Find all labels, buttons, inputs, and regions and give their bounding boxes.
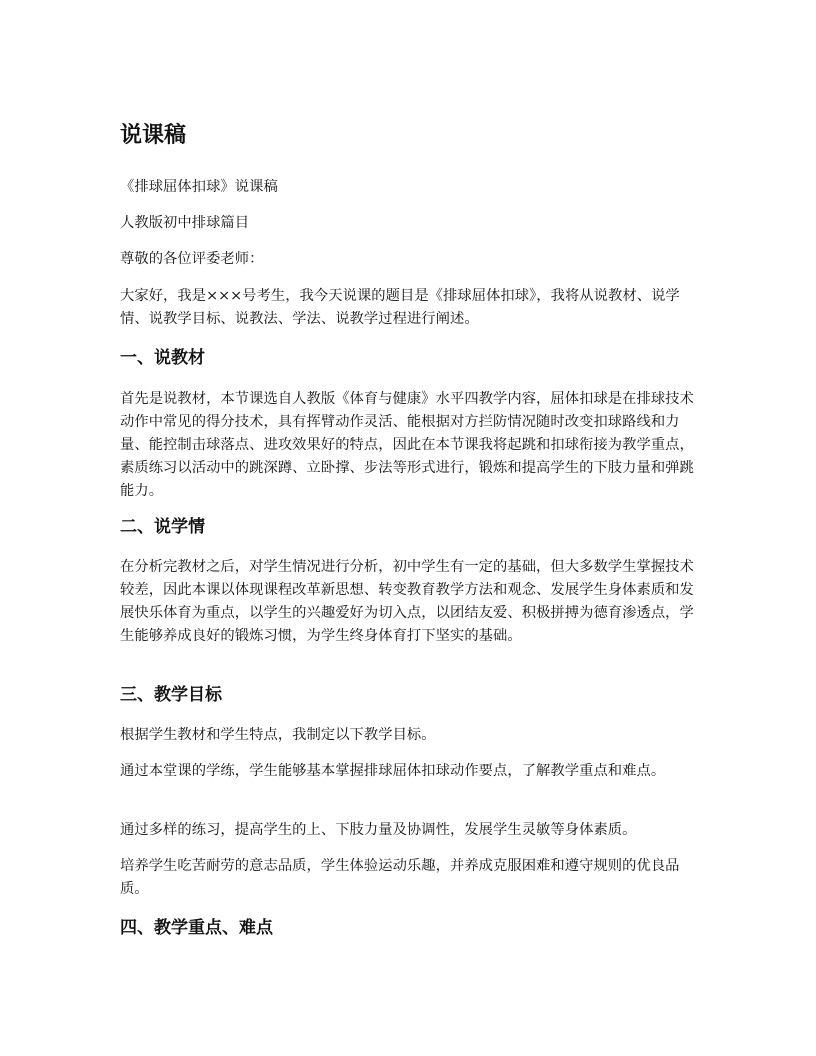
- section-heading-objectives: 三、教学目标: [120, 685, 222, 705]
- objectives-intro: 根据学生教材和学生特点，我制定以下教学目标。: [120, 727, 436, 743]
- students-paragraph: 在分析完教材之后，对学生情况进行分析，初中学生有一定的基础，但大多数学生掌握技术较差，因此本课以体现课程改革新思想、转变教育教学方法和观念、发展学生身体素质和发展快乐体育为重点，以学生的兴趣爱好为切入点，以团结友爱、积极拼搏为德育渗透点，学生能够养成良好的锻炼习惯，为学生终身体育打下坚实的基础。: [120, 559, 694, 644]
- section-heading-textbook: 一、说教材: [120, 348, 205, 368]
- intro-paragraph: 大家好，我是×××号考生，我今天说课的题目是《排球屈体扣球》，我将从说教材、说学情、说教学目标、说教法、学法、说教学过程进行阐述。: [120, 288, 680, 327]
- greeting-line: 尊敬的各位评委老师：: [120, 251, 264, 267]
- objective-fitness: 通过多样的练习，提高学生的上、下肢力量及协调性，发展学生灵敏等身体素质。: [120, 822, 637, 838]
- section-heading-key-points: 四、教学重点、难点: [120, 918, 273, 938]
- textbook-edition-line: 人教版初中排球篇目: [120, 215, 250, 231]
- textbook-paragraph: 首先是说教材，本节课选自人教版《体育与健康》水平四教学内容，屈体扣球是在排球技术动作中常见的得分技术，具有挥臂动作灵活、能根据对方拦防情况随时改变扣球路线和力量、能控制击球落点、进攻效果好的特点，因此在本节课我将起跳和扣球衔接为教学重点，素质练习以活动中的跳深蹲、立卧撑、步法等形式进行，锻炼和提高学生的下肢力量和弹跳能力。: [120, 391, 694, 499]
- section-heading-students: 二、说学情: [120, 517, 205, 537]
- lesson-title-line: 《排球屈体扣球》说课稿: [120, 179, 278, 195]
- objective-character: 培养学生吃苦耐劳的意志品质，学生体验运动乐趣，并养成克服困难和遵守规则的优良品质。: [120, 858, 680, 897]
- document-title: 说课稿: [120, 123, 187, 148]
- objective-skill: 通过本堂课的学练，学生能够基本掌握排球屈体扣球动作要点，了解教学重点和难点。: [120, 763, 666, 779]
